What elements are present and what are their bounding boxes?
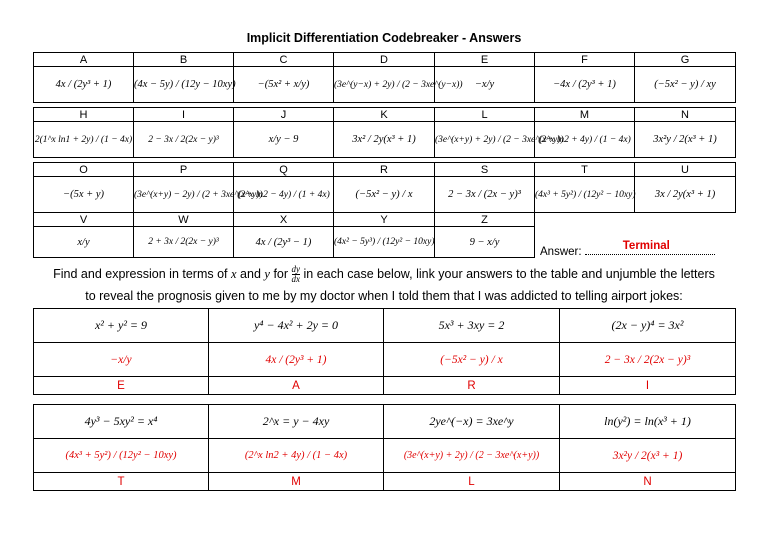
expr-cell: (4x − 5y) / (12y − 10xy) [134,67,234,103]
letters-row-2 [34,108,736,122]
equation-cell: ln(y²) = ln(x³ + 1) [560,405,736,439]
letter-cell: R [334,163,435,177]
expr-cell: 3x²y / 2(x³ + 1) [635,122,736,158]
letter-cell: F [535,53,635,67]
letter-cell: N [635,108,736,122]
letter-cell: G [635,53,736,67]
answer-cell: (−5x² − y) / x [384,343,560,377]
code-table [33,52,736,213]
equation-cell: 5x³ + 3xy = 2 [384,309,560,343]
answer-letter: N [560,473,736,491]
letter-cell: V [34,213,134,227]
answer-letter: T [34,473,209,491]
letter-cell: S [435,163,535,177]
expr-cell: (3e^(x+y) + 2y) / (2 − 3xe^(x+y)) [435,122,535,158]
letter-cell: I [134,108,234,122]
answer-cell: (4x³ + 5y²) / (12y² − 10xy) [34,439,209,473]
expr-cell: −(5x + y) [34,177,134,213]
expr-cell: (4x² − 5y³) / (12y² − 10xy) [334,227,435,258]
expr-cell: 3x² / 2y(x³ + 1) [334,122,435,158]
answer-value: Terminal [622,240,670,252]
equation-cell: x² + y² = 9 [34,309,209,343]
expr-cell: 2 + 3x / 2(2x − y)³ [134,227,234,258]
answer-row [34,439,736,473]
expr-cell: (2^x ln2 + 4y) / (1 − 4x) [535,122,635,158]
dy-dx-fraction: $\frac{dy}{dx}$ [291,264,301,284]
equation-row [34,405,736,439]
equation-cell: y⁴ − 4x² + 2y = 0 [209,309,384,343]
expr-cell: (2^x ln2 − 4y) / (1 + 4x) [234,177,334,213]
answer-letter: E [34,377,209,395]
answer-cell: −x/y [34,343,209,377]
letter-cell: X [234,213,334,227]
equation-row [34,309,736,343]
answer-letter: A [209,377,384,395]
answer-label: Answer: [540,246,582,258]
expr-cell: −(5x² + x/y) [234,67,334,103]
expr-cell: −x/y [435,67,535,103]
letter-cell: L [435,108,535,122]
letters-row-4 [34,213,535,227]
expr-row-2 [34,122,736,158]
expr-cell: (3e^(y−x) + 2y) / (2 − 3xe^(y−x)) [334,67,435,103]
expr-row-4 [34,227,535,258]
letter-cell: W [134,213,234,227]
instructions-line-2: to reveal the prognosis given to me by my doctor when I told them that I was addicted to telling airport jokes: [85,289,683,303]
equation-cell: 4y³ − 5xy² = x⁴ [34,405,209,439]
letter-cell: P [134,163,234,177]
expr-row-1 [34,67,736,103]
answer-cell: (3e^(x+y) + 2y) / (2 − 3xe^(x+y)) [384,439,560,473]
instructions-line-1: Find and expression in terms of x and y for $\frac{dy}{dx}$ in each case below, link your answers to the table and unjumble the letters [53,264,715,284]
answer-letter: I [560,377,736,395]
answer-letter: L [384,473,560,491]
expr-cell: 4x / (2y³ − 1) [234,227,334,258]
expr-cell: (−5x² − y) / xy [635,67,736,103]
letters-row-1 [34,53,736,67]
answer-letter: R [384,377,560,395]
letter-cell: T [535,163,635,177]
questions-table-1 [33,308,736,395]
expr-cell: 3x / 2y(x³ + 1) [635,177,736,213]
letter-cell: K [334,108,435,122]
code-table-last-row [33,212,535,258]
answer-row [34,343,736,377]
answer-cell: 2 − 3x / 2(2x − y)³ [560,343,736,377]
page-title: Implicit Differentiation Codebreaker - Answers [246,31,522,45]
expr-cell: x/y [34,227,134,258]
letters-row-3 [34,163,736,177]
answer-letter: M [209,473,384,491]
expr-cell: 2 − 3x / (2x − y)³ [435,177,535,213]
expr-cell: x/y − 9 [234,122,334,158]
letter-cell: A [34,53,134,67]
expr-cell: (−5x² − y) / x [334,177,435,213]
expr-cell: (4x³ + 5y²) / (12y² − 10xy) [535,177,635,213]
letter-cell: Z [435,213,535,227]
letter-cell: Q [234,163,334,177]
letter-cell: E [435,53,535,67]
letter-cell: O [34,163,134,177]
letter-cell: U [635,163,736,177]
expr-cell: 4x / (2y³ + 1) [34,67,134,103]
equation-cell: 2ye^(−x) = 3xe^y [384,405,560,439]
answer-line [540,240,715,258]
answer-field [585,240,715,255]
answer-cell: (2^x ln2 + 4y) / (1 − 4x) [209,439,384,473]
answer-cell: 4x / (2y³ + 1) [209,343,384,377]
letter-cell: J [234,108,334,122]
letter-cell: M [535,108,635,122]
equation-cell: 2^x = y − 4xy [209,405,384,439]
expr-cell: (3e^(x+y) − 2y) / (2 + 3xe^(x+y)) [134,177,234,213]
expr-cell: 2(1^x ln1 + 2y) / (1 − 4x) [34,122,134,158]
letter-cell: H [34,108,134,122]
expr-cell: 9 − x/y [435,227,535,258]
letter-cell: Y [334,213,435,227]
letter-cell: D [334,53,435,67]
expr-cell: 2 − 3x / 2(2x − y)³ [134,122,234,158]
questions-table-2 [33,404,736,491]
expr-row-3 [34,177,736,213]
letter-row [34,473,736,491]
answer-cell: 3x²y / 2(x³ + 1) [560,439,736,473]
letter-cell: B [134,53,234,67]
letter-cell: C [234,53,334,67]
equation-cell: (2x − y)⁴ = 3x² [560,309,736,343]
expr-cell: −4x / (2y³ + 1) [535,67,635,103]
letter-row [34,377,736,395]
